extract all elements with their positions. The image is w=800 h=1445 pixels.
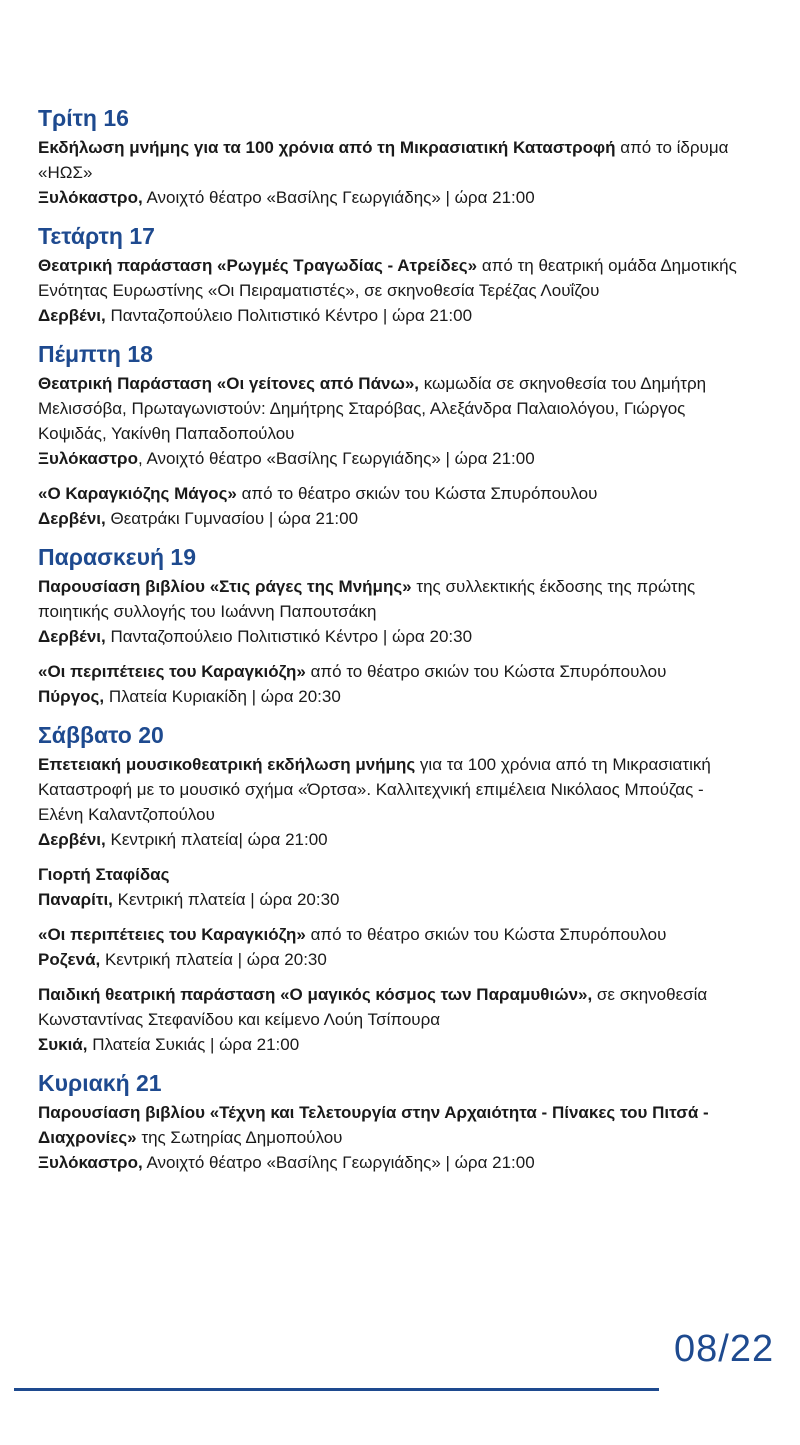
day-heading: Κυριακή 21 [38, 1070, 162, 1096]
day-heading: Παρασκευή 19 [38, 544, 197, 570]
event-venue-time: Πανταζοπούλειο Πολιτιστικό Κέντρο | ώρα 20:30 [105, 627, 473, 646]
event-title: Παρουσίαση βιβλίου «Στις ράγες της Μνήμης» [38, 577, 412, 596]
event-entry [38, 982, 738, 1057]
event-venue-time: Ανοιχτό θέατρο «Βασίλης Γεωργιάδης» | ώρα 21:00 [142, 188, 535, 207]
event-location: Πύργος, [38, 687, 105, 706]
event-venue-time: Κεντρική πλατεία| ώρα 21:00 [105, 830, 328, 849]
event-entry [38, 253, 738, 328]
event-title: «Οι περιπέτειες του Καραγκιόζη» [38, 662, 306, 681]
event-description: κωμωδία σε σκηνοθεσία του Δημήτρη Μελισσόβα, Πρωταγωνιστούν: Δημήτρης Σταρόβας, Αλεξάνδρα Παλαιολόγου, Γιώργος Κοψιδάς, Υακίνθη Παπαδοπούλου [38, 374, 707, 443]
event-entry [38, 922, 738, 972]
event-location: Ξυλόκαστρο, [38, 188, 143, 207]
event-title: Παιδική θεατρική παράσταση «Ο μαγικός κόσμος των Παραμυθιών», [38, 985, 593, 1004]
event-description: από το θέατρο σκιών του Κώστα Σπυρόπουλου [236, 484, 598, 503]
event-venue-time: Ανοιχτό θέατρο «Βασίλης Γεωργιάδης» | ώρα 21:00 [142, 1153, 535, 1172]
event-location: Δερβένι, [38, 830, 106, 849]
event-description: της Σωτηρίας Δημοπούλου [136, 1128, 343, 1147]
event-venue-time: Πλατεία Συκιάς | ώρα 21:00 [87, 1035, 300, 1054]
event-title: Θεατρική Παράσταση «Οι γείτονες από Πάνω», [38, 374, 420, 393]
event-description: της συλλεκτικής έκδοσης της πρώτης ποιητικής συλλογής του Ιωάννη Παπουτσάκη [38, 577, 696, 621]
footer-rule [14, 1388, 659, 1391]
event-title: Θεατρική παράσταση «Ρωγμές Τραγωδίας - Ατρείδες» [38, 256, 478, 275]
event-description: από τη θεατρική ομάδα Δημοτικής Ενότητας Ευρωστίνης «Οι Πειραματιστές», σε σκηνοθεσία Τερέζας Λουΐζου [38, 256, 737, 300]
event-title: Εκδήλωση μνήμης για τα 100 χρόνια από τη Μικρασιατική Καταστροφή [38, 138, 616, 157]
event-location: Ξυλόκαστρο, [38, 1153, 143, 1172]
event-title: Παρουσίαση βιβλίου «Τέχνη και Τελετουργία στην Αρχαιότητα - Πίνακες του Πιτσά - Διαχρονίες» [38, 1103, 709, 1147]
event-venue-time: Κεντρική πλατεία | ώρα 20:30 [100, 950, 327, 969]
page-number: 08/22 [674, 1328, 775, 1370]
day-heading: Τρίτη 16 [38, 105, 129, 131]
event-venue-time: , Ανοιχτό θέατρο «Βασίλης Γεωργιάδης» | ώρα 21:00 [137, 449, 535, 468]
event-location: Ξυλόκαστρο [38, 449, 138, 468]
day-heading: Πέμπτη 18 [38, 341, 153, 367]
event-location: Δερβένι, [38, 306, 106, 325]
event-location: Δερβένι, [38, 509, 106, 528]
event-location: Δερβένι, [38, 627, 106, 646]
event-location: Συκιά, [38, 1035, 88, 1054]
event-location: Ροζενά, [38, 950, 101, 969]
event-entry [38, 1100, 738, 1175]
event-entry [38, 371, 738, 471]
event-entry [38, 659, 738, 709]
event-description: σε σκηνοθεσία Κωνσταντίνας Στεφανίδου και κείμενο Λούη Τσίπουρα [38, 985, 708, 1029]
day-heading: Τετάρτη 17 [38, 223, 155, 249]
event-title: «Οι περιπέτειες του Καραγκιόζη» [38, 925, 306, 944]
event-entry [38, 135, 738, 210]
event-description: από το θέατρο σκιών του Κώστα Σπυρόπουλου [305, 925, 667, 944]
event-entry [38, 574, 738, 649]
event-venue-time: Θεατράκι Γυμνασίου | ώρα 21:00 [105, 509, 359, 528]
day-heading: Σάββατο 20 [38, 722, 164, 748]
event-location: Παναρίτι, [38, 890, 113, 909]
event-venue-time: Πλατεία Κυριακίδη | ώρα 20:30 [104, 687, 341, 706]
event-title: Γιορτή Σταφίδας [38, 865, 170, 884]
event-description: για τα 100 χρόνια από τη Μικρασιατική Καταστροφή με το μουσικό σχήμα «Όρτσα». Καλλιτεχνική επιμέλεια Νικόλαος Μπούζας - Ελένη Καλαντζοπούλου [38, 755, 711, 824]
event-description: από το θέατρο σκιών του Κώστα Σπυρόπουλου [305, 662, 667, 681]
program-content [38, 104, 738, 1185]
event-entry [38, 752, 738, 852]
event-venue-time: Πανταζοπούλειο Πολιτιστικό Κέντρο | ώρα 21:00 [105, 306, 473, 325]
event-entry [38, 481, 738, 531]
event-venue-time: Κεντρική πλατεία | ώρα 20:30 [112, 890, 340, 909]
event-entry [38, 862, 738, 912]
event-title: «Ο Καραγκιόζης Μάγος» [38, 484, 237, 503]
event-title: Επετειακή μουσικοθεατρική εκδήλωση μνήμης [38, 755, 416, 774]
event-description: από το ίδρυμα «ΗΩΣ» [38, 138, 729, 182]
